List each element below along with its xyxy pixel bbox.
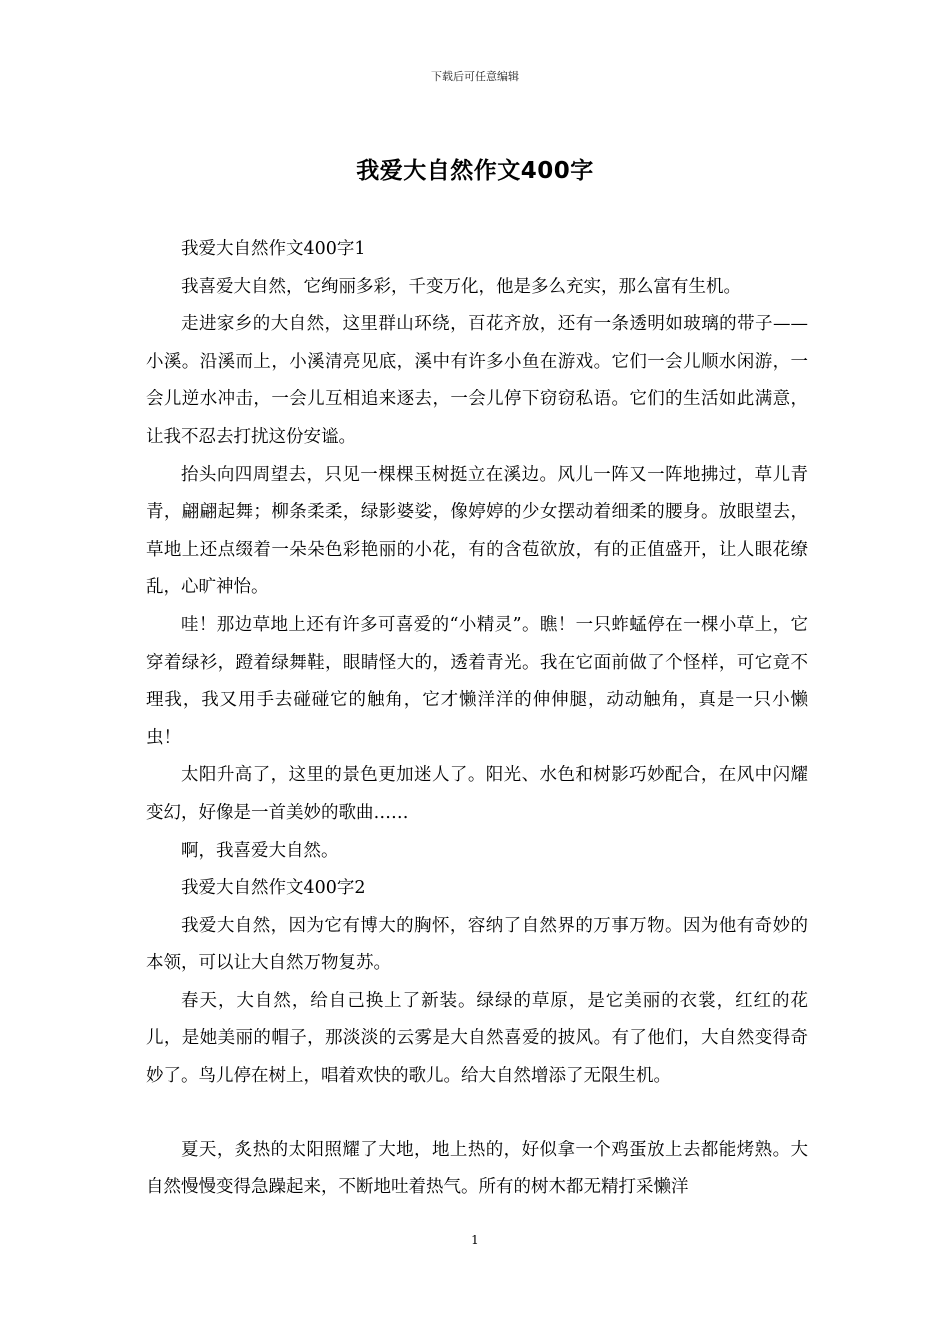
paragraph: 哇！那边草地上还有许多可喜爱的“小精灵”。瞧！一只蚱蜢停在一棵小草上，它穿着绿衫，蹬着绿舞鞋，眼睛怪大的，透着青光。我在它面前做了个怪样，可它竟不理我，我又用手去碰碰它的触角，它才懒洋洋的伸伸腿，动动触角，真是一只小懒虫！: [146, 614, 808, 748]
page-title: 我爱大自然作文400字: [356, 158, 594, 184]
essay-body: [146, 231, 808, 1207]
section-heading-2: 我爱大自然作文400字2: [181, 878, 366, 899]
section-heading-1: 我爱大自然作文400字1: [181, 239, 366, 259]
paragraph: 啊，我喜爱大自然。: [181, 840, 339, 861]
paragraph: 太阳升高了，这里的景色更加迷人了。阳光、水色和树影巧妙配合，在风中闪耀变幻，好像是一首美妙的歌曲……: [146, 765, 808, 823]
paragraph: 春天，大自然，给自己换上了新装。绿绿的草原，是它美丽的衣裳，红红的花儿，是她美丽的帽子，那淡淡的云雾是大自然喜爱的披风。有了他们，大自然变得奇妙了。鸟儿停在树上，唱着欢快的歌儿。给大自然增添了无限生机。: [146, 990, 808, 1087]
header-note: 下载后可任意编辑: [431, 70, 519, 83]
paragraph: 我喜爱大自然，它绚丽多彩，千变万化，他是多么充实，那么富有生机。: [181, 276, 741, 297]
page-number: 1: [471, 1233, 479, 1247]
paragraph: 抬头向四周望去，只见一棵棵玉树挺立在溪边。风儿一阵又一阵地拂过，草儿青青，翩翩起舞；柳条柔柔，绿影婆娑，像婷婷的少女摆动着细柔的腰身。放眼望去，草地上还点缀着一朵朵色彩艳丽的小花，有的含苞欲放，有的正值盛开，让人眼花缭乱，心旷神怡。: [146, 464, 808, 598]
paragraph: 我爱大自然，因为它有博大的胸怀，容纳了自然界的万事万物。因为他有奇妙的本领，可以让大自然万物复苏。: [146, 915, 808, 974]
paragraph: 夏天，炙热的太阳照耀了大地，地上热的，好似拿一个鸡蛋放上去都能烤熟。大自然慢慢变得急躁起来，不断地吐着热气。所有的树木都无精打采懒洋: [146, 1139, 808, 1198]
paragraph: 走进家乡的大自然，这里群山环绕，百花齐放，还有一条透明如玻璃的带子——小溪。沿溪而上，小溪清亮见底，溪中有许多小鱼在游戏。它们一会儿顺水闲游，一会儿逆水冲击，一会儿互相追来逐去，一会儿停下窃窃私语。它们的生活如此满意，让我不忍去打扰这份安谧。: [146, 314, 808, 447]
